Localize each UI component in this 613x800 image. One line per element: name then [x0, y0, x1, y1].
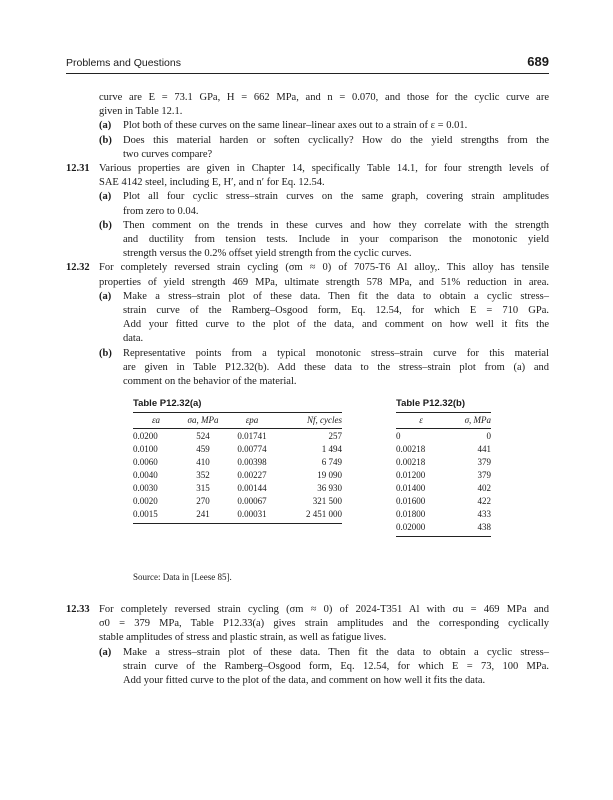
table-cell: 0.0040 [133, 469, 158, 480]
table-cell: 0.00218 [396, 456, 426, 467]
table-cell: 0.01200 [396, 469, 426, 480]
table-cell: 0.00227 [237, 469, 267, 480]
text-line: from zero to 0.04. [123, 205, 199, 217]
text-line: data. [123, 333, 144, 345]
text-line: Does this material harden or soften cyclically? How do the yield strengths from the [123, 134, 549, 146]
table-cell: 441 [477, 443, 491, 454]
table-a [133, 412, 342, 524]
text-line: Representative points from a typical monotonic stress–strain curve for this material [123, 347, 549, 359]
table-cell: 0.0200 [133, 430, 158, 441]
problem-number: 12.31 [66, 163, 90, 175]
text-line: Make a stress–strain plot of these data. Then fit the data to obtain a cyclic stress– [123, 646, 549, 658]
table-cell: 0.0030 [133, 482, 158, 493]
text-line: stable amplitudes of stress and plastic strain, as well as fatigue lives. [99, 632, 387, 644]
table-cell: 0 [486, 430, 491, 441]
table-cell: 241 [196, 508, 210, 519]
table-cell: 422 [477, 495, 491, 506]
table-cell: 0.00067 [237, 495, 267, 506]
subpart-b [66, 219, 549, 262]
table-cell: 459 [196, 443, 210, 454]
table-cell: 402 [477, 482, 491, 493]
text-line: are given in Table P12.32(b). Add these data to the stress–strain plot from (a) and [123, 361, 549, 373]
subpart-a [66, 646, 549, 689]
table-cell: 36 930 [317, 482, 342, 493]
subpart-label: (a) [99, 191, 112, 203]
table-row [396, 507, 491, 520]
problem-12-33-stem [66, 603, 549, 646]
table-cell: 0.01741 [237, 430, 267, 441]
section-title: Problems and Questions [66, 57, 181, 69]
table-cell: 0.0015 [133, 508, 158, 519]
subpart-a [66, 119, 549, 133]
subpart-label: (a) [99, 290, 112, 302]
table-cell: 0.02000 [396, 521, 426, 532]
text-line: strain curve of the Ramberg–Osgood form, Eq. 12.54, for which E = 73, 100 MPa. [123, 660, 549, 672]
table-cell: 6 749 [321, 456, 342, 467]
table-a-source: Source: Data in [Leese 85]. [133, 572, 232, 582]
subpart-label: (a) [99, 120, 112, 132]
problem-12-33 [66, 603, 549, 688]
table-cell: 352 [196, 469, 210, 480]
table-cell: 0.00031 [237, 508, 267, 519]
text-line: Make a stress–strain plot of these data. Then fit the data to obtain a cyclic stress– [123, 290, 549, 302]
subpart-label: (b) [99, 134, 112, 146]
column-header: σa, MPa [187, 415, 219, 425]
column-header: εa [151, 415, 161, 425]
table-cell: 0.00398 [237, 456, 267, 467]
subpart-b [66, 134, 549, 162]
text-line: and ductility from tension tests. Include in your comparison the monotonic yield [123, 234, 549, 246]
table-cell: 315 [196, 482, 210, 493]
text-line: curve are E = 73.1 GPa, H = 662 MPa, and n = 0.070, and those for the cyclic curve are [99, 92, 549, 103]
table-cell: 19 090 [317, 469, 342, 480]
text-line: Add your fitted curve to the plot of the data, and comment on how well it fits the [123, 319, 549, 331]
table-cell: 0.00218 [396, 443, 426, 454]
table-row [133, 507, 342, 524]
table-cell: 0.01400 [396, 482, 426, 493]
table-cell: 2 451 000 [306, 508, 342, 519]
text-line: Then comment on the trends in these curves and how they correlate with the strength [123, 219, 549, 231]
page-header [66, 54, 549, 75]
table-cell: 438 [477, 521, 491, 532]
problem-continuation [66, 91, 549, 162]
text-line: properties of yield strength 469 MPa, ultimate strength 578 MPa, and 51% reduction in area. [99, 276, 549, 288]
text-line: For completely reversed strain cycling (σm ≈ 0) of 2024-T351 Al with σu = 469 MPa and [99, 604, 549, 615]
table-row [133, 455, 342, 468]
text-line: σ0 = 379 MPa, Table P12.33(a) gives strain amplitudes and the corresponding cyclically [99, 618, 549, 630]
text-line: comment on the behavior of the material. [123, 376, 297, 388]
table-b-caption: Table P12.32(b) [396, 398, 465, 409]
table-cell: 0.00144 [237, 482, 267, 493]
text-line: Plot both of these curves on the same linear–linear axes out to a strain of ε = 0.01. [123, 120, 468, 132]
text-line: given in Table 12.1. [99, 106, 183, 118]
column-header: ε [419, 415, 423, 425]
table-row [396, 520, 491, 537]
subpart-label: (b) [99, 347, 112, 359]
text-line: two curves compare? [123, 148, 213, 160]
table-cell: 257 [328, 430, 342, 441]
table-row [133, 481, 342, 494]
table-b [396, 412, 491, 537]
table-row [133, 494, 342, 507]
subpart-a [66, 190, 549, 218]
text-line: Plot all four cyclic stress–strain curves on the same graph, covering strain amplitudes [123, 191, 549, 203]
table-row [396, 481, 491, 494]
text-line: Various properties are given in Chapter 14, specifically Table 14.1, for four strength levels of [99, 163, 549, 175]
table-row [396, 442, 491, 455]
subpart-a [66, 290, 549, 347]
text-line: SAE 4142 steel, including E, H′, and n′ for Eq. 12.54. [99, 177, 325, 189]
table-cell: 410 [196, 456, 210, 467]
table-cell: 433 [477, 508, 491, 519]
subpart-label: (b) [99, 219, 112, 231]
table-row [396, 455, 491, 468]
text-line: strength versus the 0.2% offset yield strength from the cyclic curves. [123, 248, 412, 260]
table-cell: 321 500 [312, 495, 342, 506]
table-row [133, 468, 342, 481]
table-row [396, 429, 491, 443]
problems-body [66, 91, 549, 389]
problem-12-32 [66, 261, 549, 389]
problem-number: 12.32 [66, 262, 90, 274]
table-cell: 0.01800 [396, 508, 426, 519]
table-row [133, 429, 342, 443]
table-cell: 0.0060 [133, 456, 158, 467]
table-cell: 379 [477, 456, 491, 467]
text-line: For completely reversed strain cycling (σm ≈ 0) of 7075-T6 Al alloy,. This alloy has tensile [99, 262, 549, 274]
column-header: εpa [245, 415, 259, 425]
table-cell: 0.0100 [133, 443, 158, 454]
table-cell: 0.0020 [133, 495, 158, 506]
table-row [396, 468, 491, 481]
table-a-caption: Table P12.32(a) [133, 398, 202, 409]
table-cell: 524 [196, 430, 210, 441]
table-cell: 379 [477, 469, 491, 480]
subpart-label: (a) [99, 646, 112, 658]
table-cell: 0.00774 [237, 443, 267, 454]
table-cell: 0 [396, 430, 401, 441]
text-line: strain curve of the Ramberg–Osgood form, Eq. 12.54, for which E = 710 GPa. [123, 305, 549, 317]
table-cell: 1 494 [321, 443, 342, 454]
column-header: Nf, cycles [307, 415, 342, 425]
problem-number: 12.33 [66, 604, 90, 615]
header-rule [66, 73, 549, 74]
text-line: Add your fitted curve to the plot of the data, and comment on how well it fits the data. [123, 675, 486, 687]
table-cell: 270 [196, 495, 210, 506]
table-cell: 0.01600 [396, 495, 426, 506]
page-number: 689 [527, 54, 549, 69]
table-row [133, 442, 342, 455]
subpart-b [66, 347, 549, 390]
problem-12-31 [66, 162, 549, 261]
table-row [396, 494, 491, 507]
column-header: σ, MPa [464, 415, 491, 425]
